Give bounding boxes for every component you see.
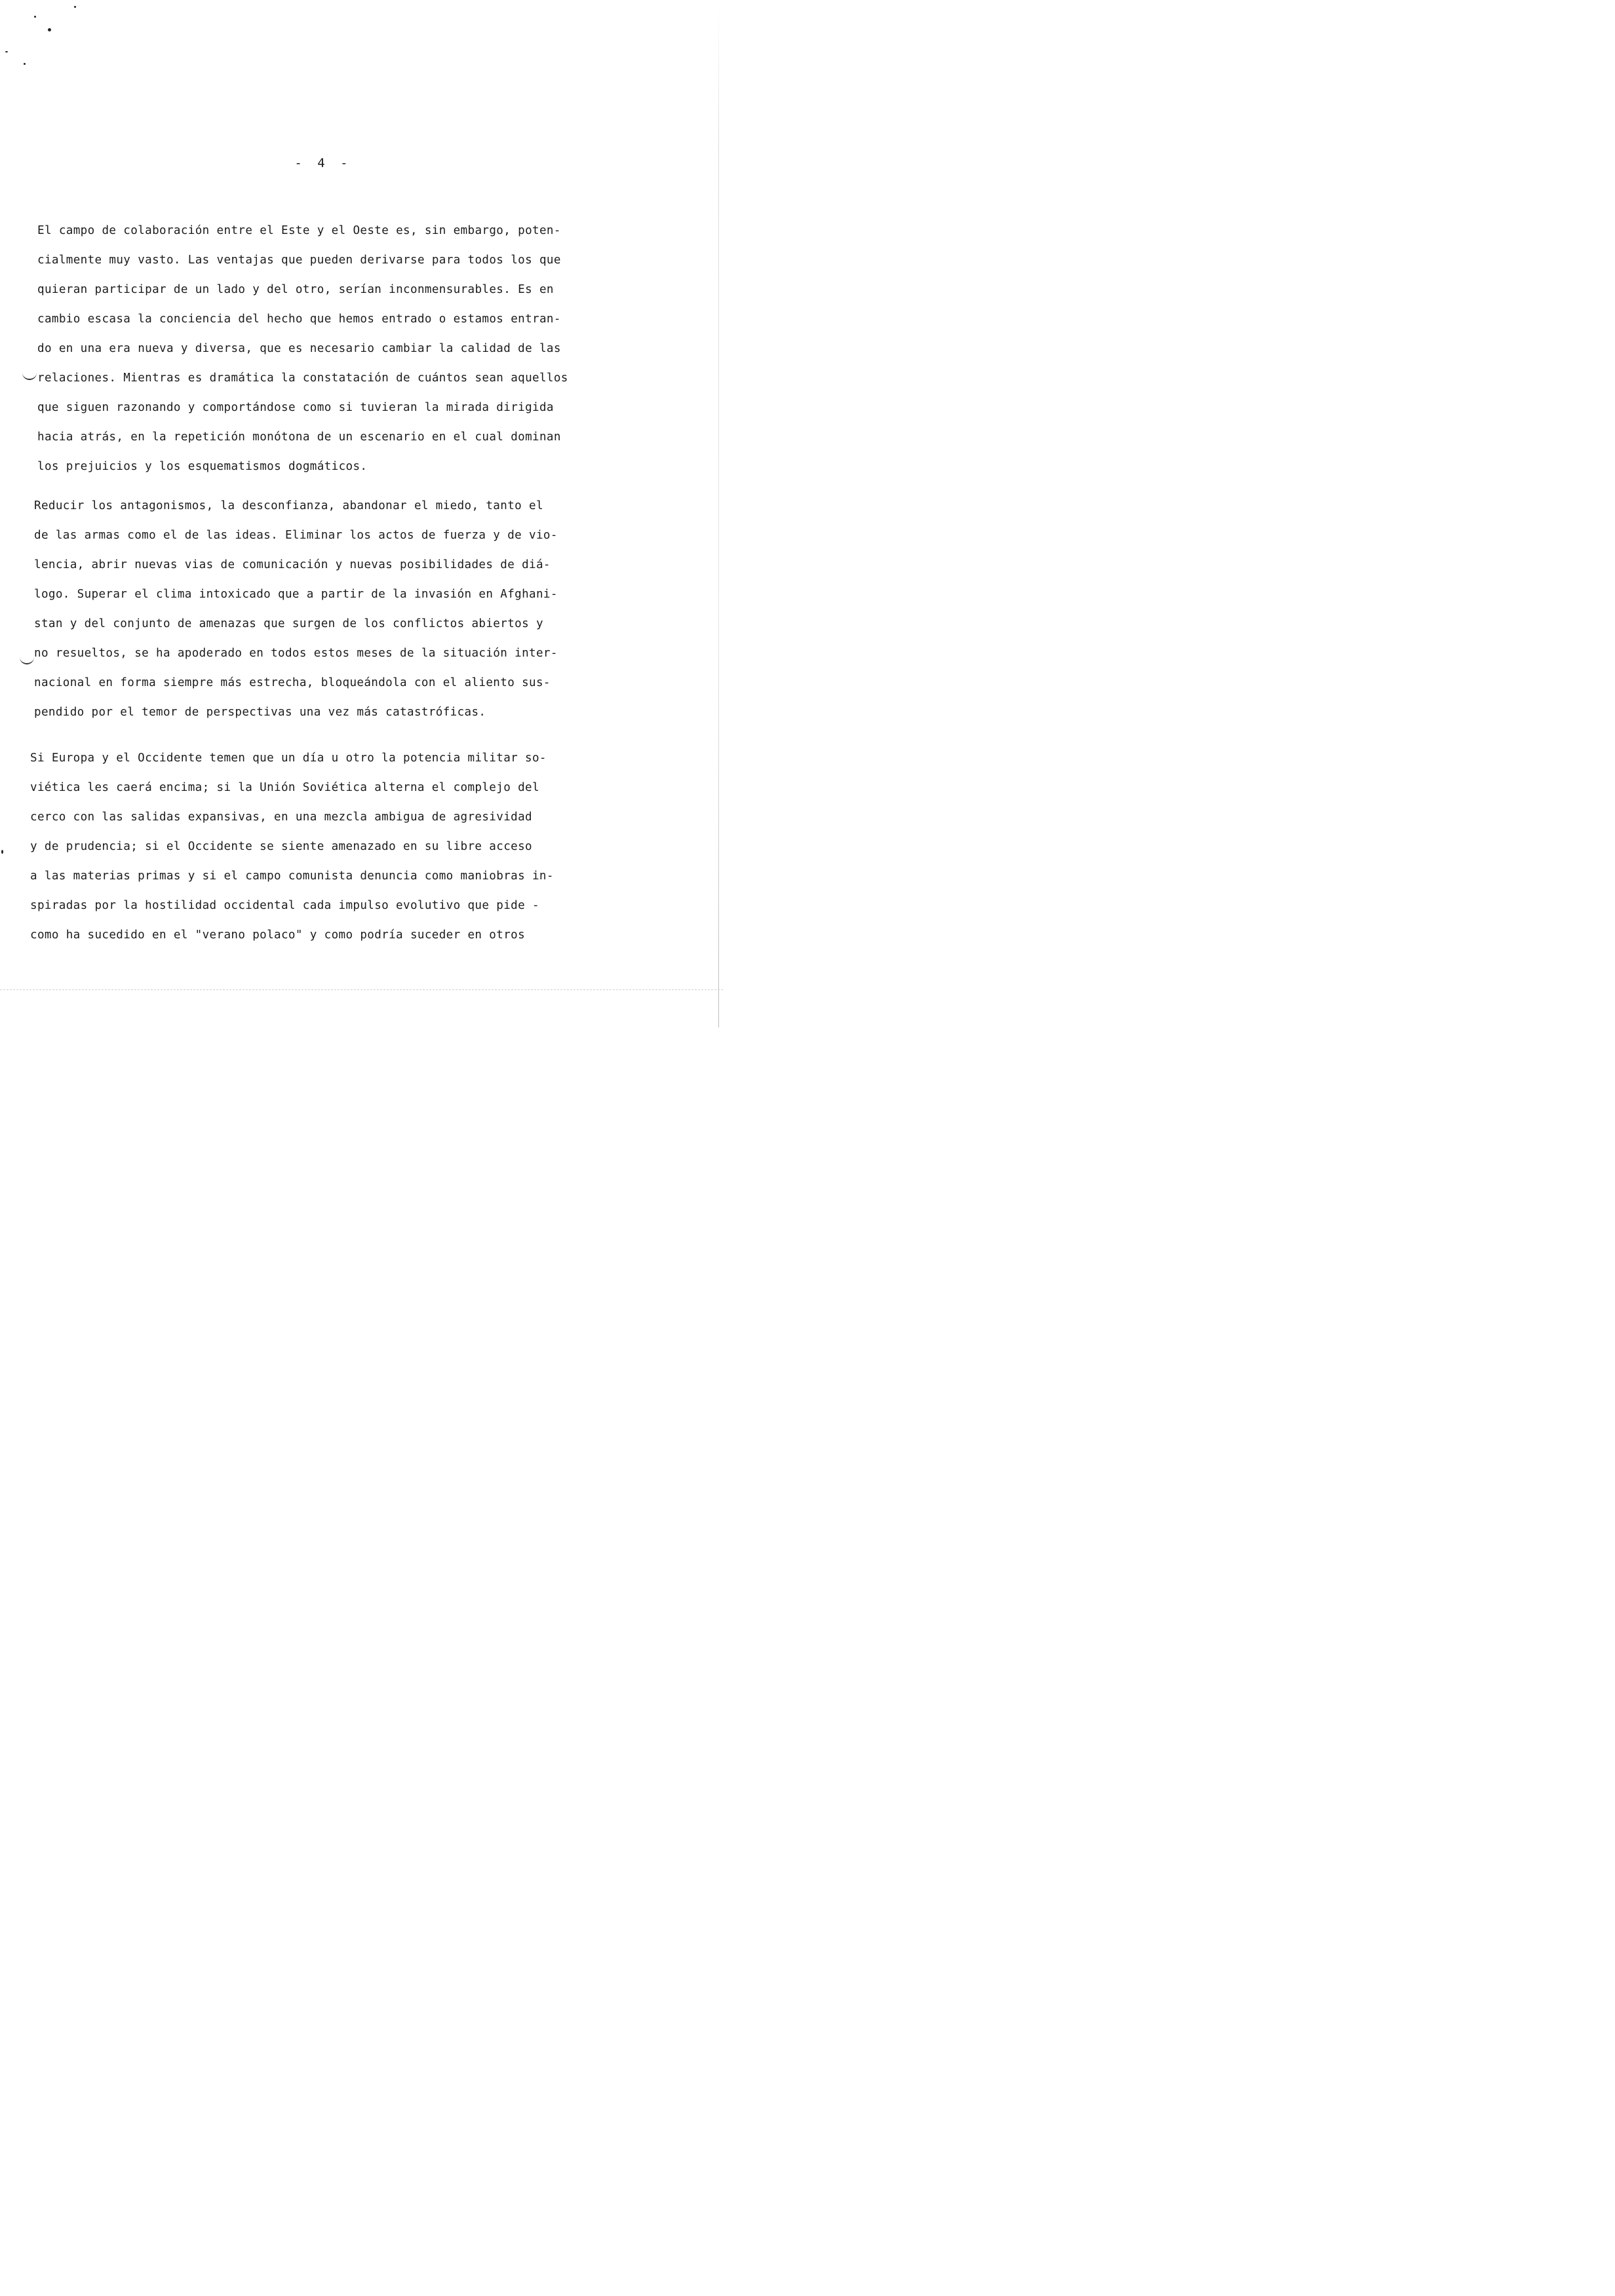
text-line: spiradas por la hostilidad occidental cada impulso evolutivo que pide - [30,899,539,912]
speck-mark [74,6,76,8]
text-line: como ha sucedido en el "verano polaco" y como podría suceder en otros [30,928,526,942]
speck-mark [48,28,51,31]
speck-mark [24,63,26,65]
speck-mark [5,51,8,52]
text-line: stan y del conjunto de amenazas que surgen de los conflictos abiertos y [34,617,543,630]
text-line: no resueltos, se ha apoderado en todos estos meses de la situación inter- [34,647,558,660]
text-line: do en una era nueva y diversa, que es necesario cambiar la calidad de las [37,342,561,355]
speck-mark [34,16,36,18]
paragraph [37,216,568,482]
margin-mark [20,655,34,664]
text-line: pendido por el temor de perspectivas una vez más catastróficas. [34,706,486,719]
text-line: cialmente muy vasto. Las ventajas que pueden derivarse para todos los que [37,254,561,267]
paragraph [30,744,554,950]
text-line: cerco con las salidas expansivas, en una mezcla ambigua de agresividad [30,811,532,824]
paragraph [34,491,558,727]
text-line: El campo de colaboración entre el Este y el Oeste es, sin embargo, poten- [37,224,561,237]
text-line: Reducir los antagonismos, la desconfianza, abandonar el miedo, tanto el [34,499,543,512]
text-line: viética les caerá encima; si la Unión Soviética alterna el complejo del [30,781,539,794]
document-page [0,0,723,1027]
text-line: que siguen razonando y comportándose como si tuvieran la mirada dirigida [37,401,554,414]
text-line: y de prudencia; si el Occidente se siente amenazado en su libre acceso [30,840,532,853]
text-line: a las materias primas y si el campo comunista denuncia como maniobras in- [30,870,554,883]
text-line: relaciones. Mientras es dramática la constatación de cuántos sean aquellos [37,372,568,385]
text-line: nacional en forma siempre más estrecha, bloqueándola con el aliento sus- [34,676,551,689]
text-line: hacia atrás, en la repetición monótona de un escenario en el cual dominan [37,430,561,444]
page-number: - 4 - [294,156,352,170]
text-line: quieran participar de un lado y del otro, serían inconmensurables. Es en [37,283,554,296]
page-bottom-edge [0,989,723,991]
text-line: logo. Superar el clima intoxicado que a partir de la invasión en Afghani- [34,588,558,601]
text-line: lencia, abrir nuevas vias de comunicación y nuevas posibilidades de diá- [34,558,551,571]
text-line: Si Europa y el Occidente temen que un día u otro la potencia militar so- [30,752,547,765]
text-line: cambio escasa la conciencia del hecho que hemos entrado o estamos entran- [37,313,561,326]
text-line: los prejuicios y los esquematismos dogmáticos. [37,460,368,473]
speck-mark [1,850,3,854]
page-edge [718,0,719,1027]
text-line: de las armas como el de las ideas. Eliminar los actos de fuerza y de vio- [34,529,558,542]
margin-mark [22,371,37,380]
